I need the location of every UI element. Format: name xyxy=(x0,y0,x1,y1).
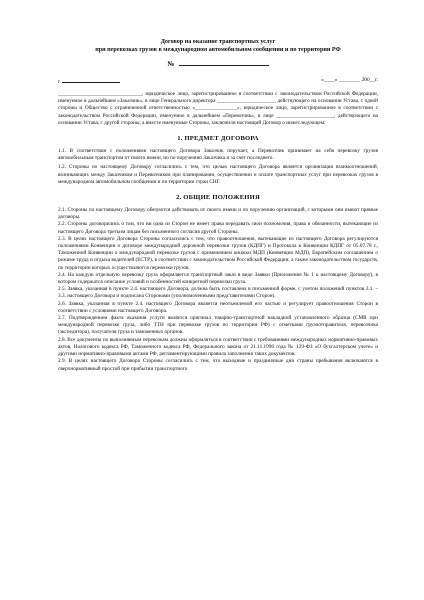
contract-date: «____» ________ 200__г. xyxy=(321,77,378,83)
clause-2-6: 2.6. Заявка, указанная в пункте 2.4. настоящего Договора является неотъемлемой его частью и регулирует правоотношения Сторон в соответствии с условиями настоящего Договора. xyxy=(58,300,378,314)
city-label: г. xyxy=(58,79,61,85)
clause-2-4: 2.4. На каждую отдельную перевозку груза оформляется транспортный заказ в виде Заявки (Приложение № 1 к настоящему Договору), в котором содержатся описание условий и особенностей конкретной перевозки груза. xyxy=(58,271,378,286)
clause-2-2: 2.2. Стороны договорились о том, что ни одна из Сторон не имеет права передавать свои полномочия, права и обязанности, вытекающие из настоящего Договора третьим лицам без письменного согласия другой Стороны. xyxy=(58,221,378,235)
section-heading-general: 2. ОБЩИЕ ПОЛОЖЕНИЯ xyxy=(176,194,260,202)
number-blank-line xyxy=(179,59,269,66)
preamble-paragraph: ________________________________, юридическое лицо, зарегистрированное в соответствии с законодательством Российской Федерации, именуемое в дальнейшем «Заказчик», в лице Генерального директора ______________________, действующего на основании Устава, с одной стороны и Общество с ограниченной ответственностью «________________», юридическое лицо, зарегистрированное в соответствии с законодательством Российской Федерации, именуемое в дальнейшем «Перевозчик», в лице ______________________, действующего на основании Устава, с другой стороны, а вместе именуемые Стороны, заключили настоящий Договор о нижеследующем: xyxy=(58,91,378,126)
clause-2-1: 2.1. Стороны по настоящему Договору обязуются действовать от своего имени и по поручению организаций, с которыми они имеют прямые договоры. xyxy=(58,207,378,221)
clause-1-1: 1.1. В соответствии с положениями настоящего Договора Заказчик поручает, а Перевозчик принимает на себя перевозку грузов автомобильным транспортом от своего имени, но по поручению Заказчика и за счет последнего. xyxy=(58,148,378,162)
city-field xyxy=(58,77,120,85)
section-heading-subject: 1. ПРЕДМЕТ ДОГОВОРА xyxy=(177,135,259,143)
clause-2-8: 2.8. Все документы по выполняемым перевозкам должны оформляться в соответствии с требованиями международных нормативно-правовых актов, Налогового кодекса РФ, Таможенного кодекса РФ, Федерального закона от 21.11.1996 года № 129-ФЗ «О бухгалтерском учете» и другими нормативно-правовыми актами РФ, регламентирующими правила заполнения таких документов. xyxy=(58,336,378,358)
document-title-line-1: Договор на оказание транспортных услуг xyxy=(160,39,276,45)
clause-2-3: 2.3. В целях настоящего Договора Стороны согласились с тем, что правоотношения, вытекающие из настоящего Договора регулируются положениями Конвенции о договоре международной дорожной перевозки грузов (КДПГ) и Протокола к Конвенции КДПГ от 05.07.78 г., Таможенной Конвенции о международной перевозке грузов с применением книжки МДП (Конвенции МДП), Европейским соглашением о режиме труда и отдыха водителей (ЕСТР), в соответствии с законодательством Российской Федерации, а также законодательством государств, по территории которых осуществляются перевозки грузов. xyxy=(58,235,378,271)
clause-2-5: 2.5. Заявка, указанная в пункте 2.4. настоящего Договора, должна быть составлена в письменной форме, с учетом положений пунктов 3.1. – 3.3. настоящего Договора и подписана Сторонами (уполномоченными представителями Сторон). xyxy=(58,286,378,300)
clause-2-9: 2.9. В целях настоящего Договора Стороны согласились с тем, что выходные и праздничные дни страны пребывания включаются в сверхнормативный простой при прибытии транспортного xyxy=(58,358,378,372)
contract-number-row xyxy=(58,59,378,68)
place-date-row xyxy=(58,77,378,85)
clause-2-7: 2.7. Подтверждением факта оказания услуги является оригинал товарно-транспортной накладной установленного образца (CMR при международной перевозке груза, либо ТТН при перевозке грузов по территории РФ) с отметками грузоотправителя, перевозчика (экспедитора), получателя груза и таможенных органов. xyxy=(58,315,378,336)
number-label: № xyxy=(167,60,175,68)
clause-1-2: 1.2. Стороны по настоящему Договору согласились с тем, что целью настоящего Договора является организация взаимоотношений, возникающих между Заказчиком и Перевозчиком при планировании, осуществлении и оплате транспортных услуг при перевозках грузов в международном автомобильном сообщении и по территории стран СНГ. xyxy=(58,164,378,185)
city-blank-line xyxy=(62,77,120,83)
document-title-line-2: при перевозках грузов в международном автомобильном сообщении и по территории РФ xyxy=(95,47,341,53)
